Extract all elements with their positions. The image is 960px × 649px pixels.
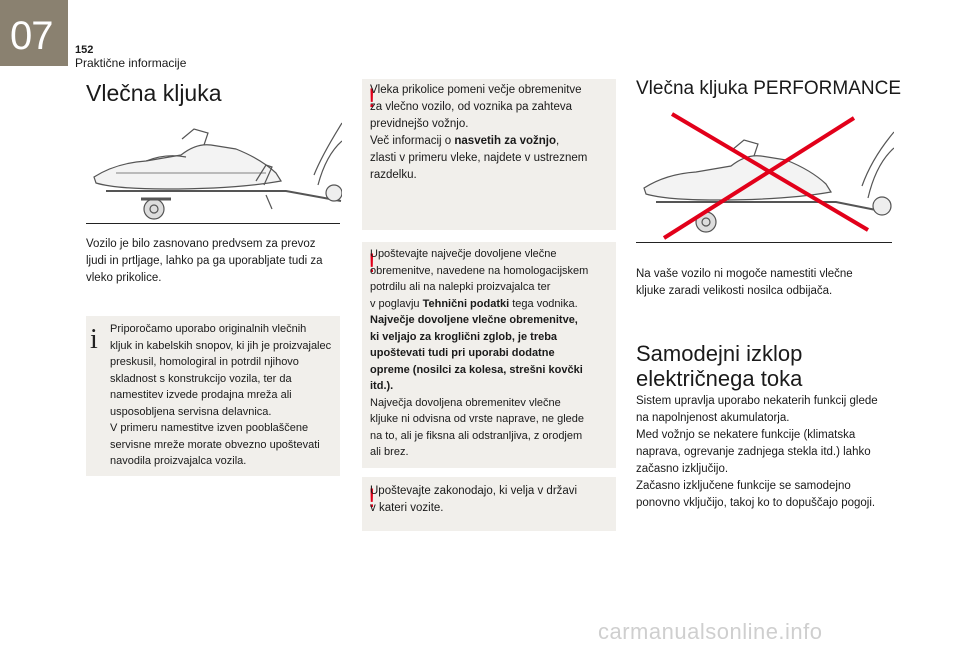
- intro-line: vleko prikolice.: [86, 272, 162, 284]
- chapter-number: 07: [10, 14, 53, 58]
- warning-box-legislation: [362, 477, 616, 531]
- body-line: Začasno izključene funkcije se samodejno: [636, 480, 851, 492]
- jetski-trailer-illustration: [86, 115, 342, 222]
- warning-icon: !: [368, 483, 376, 513]
- body-line: Sistem upravlja uporabo nekaterih funkcij glede: [636, 395, 878, 407]
- warn-bold-line: ki veljajo za kroglični zglob, je treba: [370, 330, 558, 343]
- title-line: Samodejni izklop: [636, 341, 803, 366]
- warn-line-text: Več informacij o: [370, 135, 455, 147]
- warn-line: Upoštevajte zakonodajo, ki velja v državi: [370, 485, 578, 497]
- info-line: kljuk in kabelskih snopov, ki jih je proizvajalec: [110, 339, 332, 352]
- page-number: 152: [75, 44, 94, 56]
- warn-line: obremenitve, navedene na homologacijskem: [370, 264, 589, 277]
- performance-text: [636, 266, 898, 300]
- title-line: električnega toka: [636, 366, 803, 391]
- info-box-text: [110, 321, 342, 470]
- warning-box-loads: [362, 242, 616, 468]
- illustration-divider: [636, 242, 892, 243]
- warning-icon: !: [368, 83, 376, 113]
- info-line: usposobljena servisna delavnica.: [110, 405, 272, 418]
- performance-towbar-crossed-illustration: [636, 108, 894, 248]
- warn-line: ali brez.: [370, 446, 409, 458]
- warn-line: [370, 296, 616, 313]
- warn-line: zlasti v primeru vleke, najdete v ustreznem: [370, 152, 588, 164]
- watermark: carmanualsonline.info: [598, 619, 823, 644]
- body-line: začasno izključijo.: [636, 463, 729, 475]
- performance-towbar-title: Vlečna kljuka PERFORMANCE: [636, 78, 902, 99]
- warning-icon: !: [368, 248, 376, 278]
- warn-bold-line: opreme (nosilci za kolesa, strešni kovčki: [370, 363, 583, 376]
- towbar-title: Vlečna kljuka: [86, 80, 222, 106]
- perf-line: kljuke zaradi velikosti nosilca odbijača.: [636, 285, 833, 297]
- info-line: namestitev izvede prodajna mreža ali: [110, 389, 292, 401]
- warn-line-text: ,: [555, 135, 560, 147]
- body-line: ponovno vključijo, takoj ko to dopuščajo pogoji.: [636, 497, 876, 509]
- illustration-divider: [86, 223, 340, 224]
- warn-line: kljuke ni odvisna od vrste naprave, ne glede: [370, 413, 585, 425]
- warn-line: previdnejšo vožnjo.: [370, 118, 469, 130]
- technical-data-ref: Tehnični podatki: [422, 297, 510, 310]
- power-cutoff-text: [636, 393, 900, 512]
- intro-line: Vozilo je bilo zasnovano predvsem za prevoz: [86, 238, 316, 250]
- warn-line: [370, 133, 616, 150]
- warn-line: za vlečno vozilo, od voznika pa zahteva: [370, 101, 573, 113]
- warn-line: na to, ali je fiksna ali odstranljiva, z orodjem: [370, 429, 583, 442]
- warning-text-driving: [370, 82, 616, 184]
- warn-line-text: v poglavju: [370, 297, 423, 310]
- info-line: preskusil, homologiral in potrdil njihovo: [110, 356, 299, 368]
- warn-line-text: tega vodnika.: [509, 297, 578, 310]
- warn-bold-line: itd.).: [370, 380, 394, 392]
- section-name: Praktične informacije: [75, 56, 187, 70]
- warn-line: Upoštevajte največje dovoljene vlečne: [370, 248, 557, 260]
- warn-line: v kateri vozite.: [370, 502, 444, 514]
- warn-line: Vleka prikolice pomeni večje obremenitve: [370, 84, 582, 96]
- driving-tips-ref: nasvetih za vožnjo: [454, 135, 556, 147]
- warn-bold-line: Največje dovoljene vlečne obremenitve,: [370, 314, 578, 326]
- body-line: naprava, ogrevanje zadnjega stekla itd.) lahko: [636, 446, 871, 458]
- power-cutoff-title: [636, 341, 802, 391]
- towbar-intro: [86, 236, 344, 287]
- warning-box-driving: [362, 79, 616, 230]
- info-line: skladnost s konstrukcijo vozila, ter da: [110, 372, 292, 385]
- warning-text-loads: [370, 246, 616, 461]
- warn-bold-line: upoštevati tudi pri uporabi dodatne: [370, 347, 555, 359]
- body-line: Med vožnjo se nekatere funkcije (klimatska: [636, 429, 856, 441]
- info-line: Priporočamo uporabo originalnih vlečnih: [110, 323, 307, 335]
- info-box: [86, 316, 340, 476]
- perf-line: Na vaše vozilo ni mogoče namestiti vlečne: [636, 268, 853, 280]
- body-line: na napolnjenost akumulatorja.: [636, 412, 790, 424]
- warn-line: Največja dovoljena obremenitev vlečne: [370, 396, 561, 409]
- info-line: V primeru namestitve izven pooblaščene: [110, 422, 309, 434]
- warning-text-legislation: [370, 483, 616, 517]
- info-icon: i: [90, 324, 98, 355]
- warn-line: potrdilu ali na nalepki proizvajalca ter: [370, 281, 551, 293]
- intro-line: ljudi in prtljage, lahko pa ga uporabljate tudi za: [86, 255, 323, 267]
- info-line: servisne mreže morate obvezno upoštevati: [110, 438, 320, 451]
- chapter-tab: [0, 0, 68, 66]
- info-line: navodila proizvajalca vozila.: [110, 455, 247, 467]
- warn-line: razdelku.: [370, 169, 417, 181]
